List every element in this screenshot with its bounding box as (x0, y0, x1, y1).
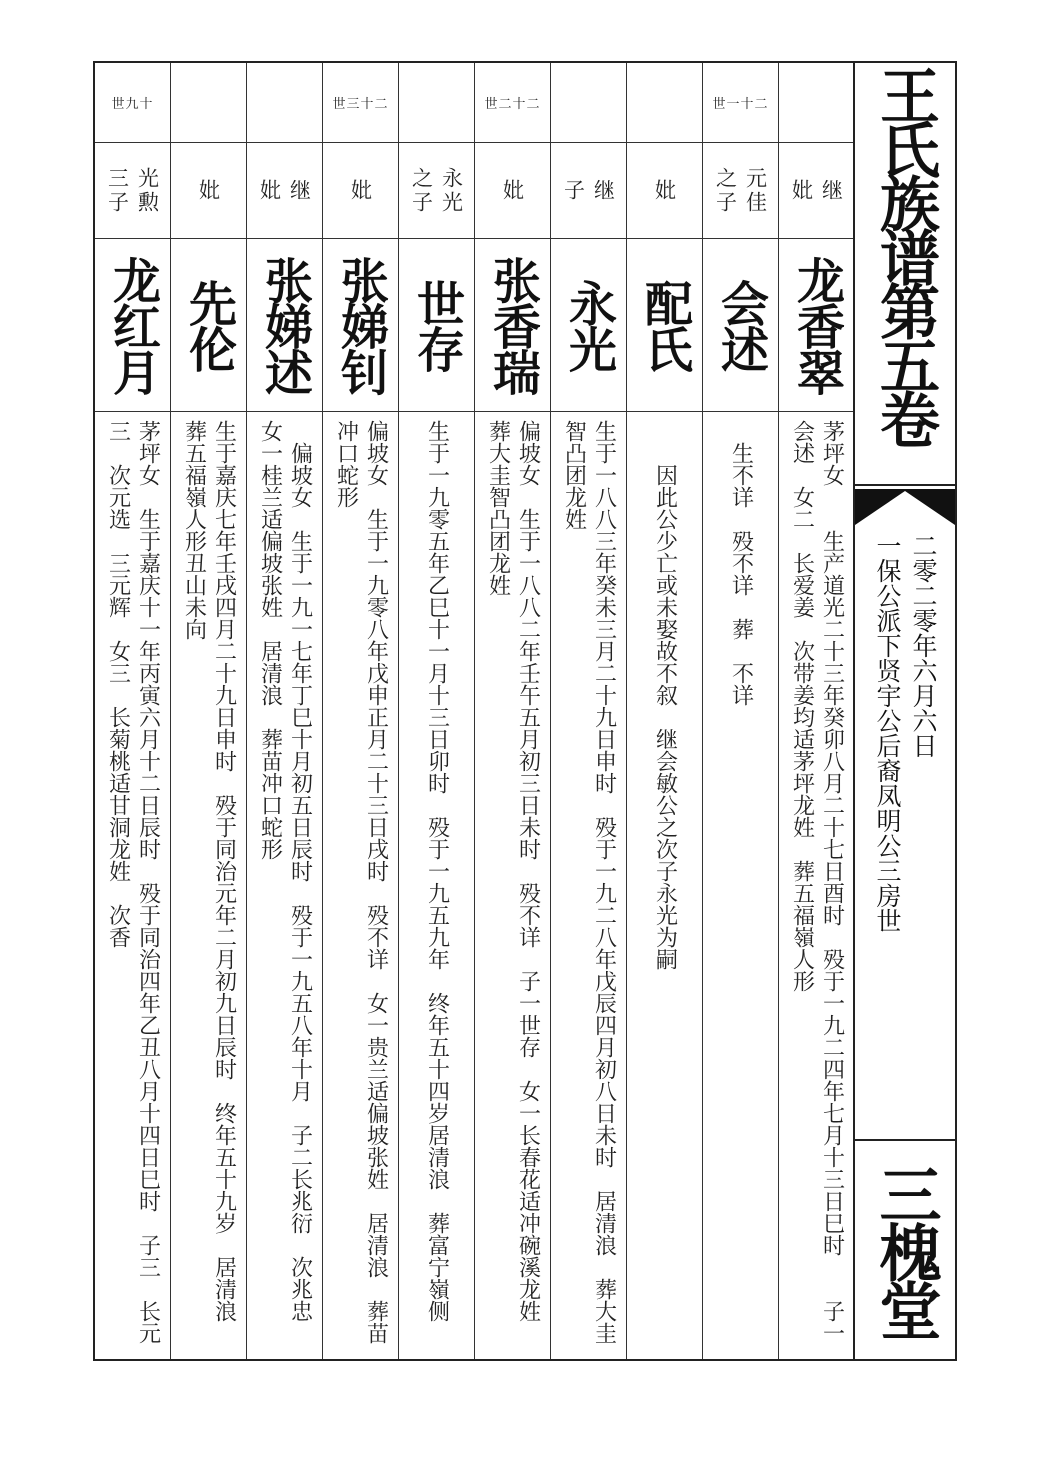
record-column (703, 63, 779, 1359)
branch-subtitle: 一保公派下贤宇公后裔凤明公三房世 (873, 533, 902, 933)
generation-label: 二十二世 (484, 97, 541, 112)
person-name: 配氏 (636, 279, 693, 371)
relation-label: 妣 (500, 178, 525, 203)
record-column (475, 63, 551, 1359)
generation-cell (247, 63, 322, 143)
bio-cell (95, 412, 170, 1359)
hall-name-cell (855, 1139, 955, 1359)
person-bio: 茅坪女 生产道光二十三年癸卯八月二十七日酉时 殁于一九二四年七月十三日巳时 子一会述 女二 长爱姜 次带姜均适茅坪龙姓 葬五福嶺人形 (789, 420, 845, 1344)
record-column (171, 63, 247, 1359)
generation-cell (551, 63, 626, 143)
relation-cell (95, 143, 170, 239)
record-column (323, 63, 399, 1359)
record-column (627, 63, 703, 1359)
generation-cell (399, 63, 474, 143)
bio-cell (551, 412, 626, 1359)
name-cell (703, 239, 778, 412)
generation-label: 二十一世 (712, 97, 769, 112)
bio-cell (399, 412, 474, 1359)
generation-label: 二十三世 (332, 97, 389, 112)
generation-cell (779, 63, 854, 143)
relation-cell (627, 143, 702, 239)
relation-cell (171, 143, 246, 239)
relation-cell (399, 143, 474, 239)
generation-cell (323, 63, 398, 143)
generation-cell (475, 63, 550, 143)
relation-cell (475, 143, 550, 239)
name-cell (171, 239, 246, 412)
bio-cell (703, 412, 778, 1359)
relation-label: 永光 之子 (409, 166, 464, 215)
name-cell (475, 239, 550, 412)
relation-label: 继 妣 (789, 178, 844, 203)
generation-label: 十九世 (111, 97, 154, 112)
person-bio: 偏坡女 生于一八八二年壬午五月初三日未时 殁不详 子一世存 女一长春花适冲碗溪龙姓 葬大圭智凸团龙姓 (485, 420, 541, 1344)
record-column (551, 63, 627, 1359)
bio-cell (247, 412, 322, 1359)
person-name: 龙香翠 (788, 256, 845, 394)
bio-cell (475, 412, 550, 1359)
name-cell (779, 239, 854, 412)
relation-label: 继 子 (561, 178, 616, 203)
relation-label: 光勲 三子 (105, 166, 160, 215)
person-bio: 生于嘉庆七年壬戌四月二十九日申时 殁于同治元年二月初九日辰时 终年五十九岁 居清浪 葬五福嶺人形丑山未向 (181, 420, 237, 1344)
person-bio: 生于一九零五年乙巳十一月十三日卯时 殁于一九五九年 终年五十四岁居清浪 葬富宁嶺侧 (424, 420, 450, 1322)
relation-label: 继 妣 (257, 178, 312, 203)
relation-label: 妣 (348, 178, 373, 203)
date-subtitle: 二零二零年六月六日 (909, 533, 938, 758)
record-column (247, 63, 323, 1359)
name-cell (551, 239, 626, 412)
relation-cell (703, 143, 778, 239)
relation-label: 元佳 之子 (713, 166, 768, 215)
person-name: 先伦 (180, 279, 237, 371)
genealogy-page (93, 61, 957, 1361)
generation-cell (627, 63, 702, 143)
relation-cell (551, 143, 626, 239)
relation-cell (323, 143, 398, 239)
hall-name: 三槐堂 (869, 1163, 942, 1337)
person-name: 张娣述 (256, 256, 313, 394)
bio-cell (627, 412, 702, 1359)
bio-cell (779, 412, 854, 1359)
record-column (779, 63, 855, 1359)
person-bio: 生于一八八三年癸未三月二十九日申时 殁于一九二八年戊辰四月初八日未时 居清浪 葬大圭智凸团龙姓 (561, 420, 617, 1344)
person-name: 张娣钊 (332, 256, 389, 394)
bio-cell (323, 412, 398, 1359)
generation-cell (171, 63, 246, 143)
bio-cell (171, 412, 246, 1359)
person-name: 永光 (560, 279, 617, 371)
generation-cell (703, 63, 778, 143)
person-name: 会述 (712, 279, 769, 371)
name-cell (95, 239, 170, 412)
name-cell (323, 239, 398, 412)
record-column (95, 63, 171, 1359)
name-cell (399, 239, 474, 412)
person-bio: 因此公少亡或未娶故不叙 继会敏公之次子永光为嗣 (652, 420, 678, 970)
subtitle-cell (855, 527, 955, 1139)
relation-label: 妣 (652, 178, 677, 203)
person-bio: 偏坡女 生于一九零八年戊申正月二十三日戌时 殁不详 女一贵兰适偏坡张姓 居清浪 葬苗冲口蛇形 (333, 420, 389, 1344)
fishtail-ornament (855, 483, 955, 527)
name-cell (627, 239, 702, 412)
generation-cell (95, 63, 170, 143)
person-bio: 偏坡女 生于一九一七年丁巳十月初五日辰时 殁于一九五八年十月 子二长兆衍 次兆忠 女一桂兰适偏坡张姓 居清浪 葬苗冲口蛇形 (257, 420, 313, 1344)
person-bio: 生不详 殁不详 葬 不详 (728, 420, 754, 706)
book-title: 王氏族谱第五卷 (870, 65, 940, 443)
title-block (853, 63, 955, 1359)
person-bio: 茅坪女 生于嘉庆十一年丙寅六月十二日辰时 殁于同治四年乙丑八月十四日巳时 子三 长元三 次元选 三元辉 女三 长菊桃适甘洞龙姓 次香 (105, 420, 161, 1344)
record-column (399, 63, 475, 1359)
main-title-cell (855, 63, 955, 483)
person-name: 张香瑞 (484, 256, 541, 394)
person-name: 世存 (408, 279, 465, 371)
relation-cell (247, 143, 322, 239)
name-cell (247, 239, 322, 412)
relation-cell (779, 143, 854, 239)
relation-label: 妣 (196, 178, 221, 203)
person-name: 龙红月 (104, 256, 161, 394)
